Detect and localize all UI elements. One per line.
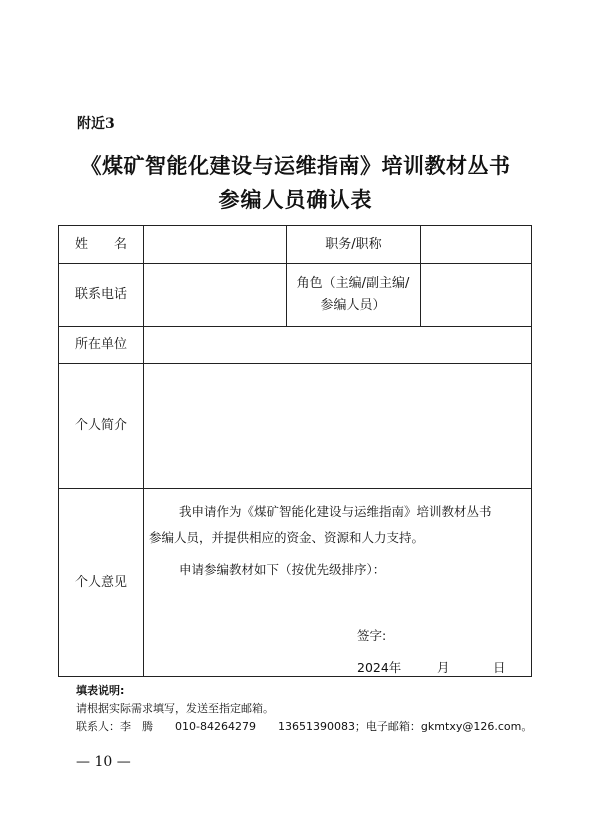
role-label: 角色（主编/副主编/参编人员） bbox=[296, 276, 410, 313]
date-day: 日 bbox=[493, 660, 506, 675]
unit-field[interactable] bbox=[144, 327, 531, 363]
document-subtitle: 参编人员确认表 bbox=[218, 187, 373, 212]
unit-label: 所在单位 bbox=[74, 337, 127, 352]
name-field[interactable] bbox=[144, 226, 286, 263]
date-month: 月 bbox=[437, 660, 450, 675]
confirmation-form-table bbox=[58, 225, 532, 677]
textbook-request-line: 申请参编教材如下（按优先级排序）： bbox=[179, 562, 386, 577]
phone-field[interactable] bbox=[144, 264, 286, 326]
attachment-label: 附近3 bbox=[77, 116, 115, 132]
bio-label: 个人简介 bbox=[74, 418, 127, 433]
page-number: — 10 — bbox=[76, 754, 131, 770]
signature-label: 签字: bbox=[357, 628, 387, 643]
position-field[interactable] bbox=[421, 226, 531, 263]
phone-label: 联系电话 bbox=[74, 287, 127, 302]
name-label: 姓 名 bbox=[74, 236, 127, 252]
bio-field[interactable] bbox=[144, 364, 531, 488]
instructions-heading: 填表说明: bbox=[76, 684, 125, 697]
instructions-line: 请根据实际需求填写，发送至指定邮箱。 bbox=[76, 702, 274, 715]
contact-line: 联系人：李 腾 010-84264279 13651390083；电子邮箱：gkmtxy@126.com。 bbox=[76, 720, 533, 733]
position-label: 职务/职称 bbox=[325, 236, 382, 252]
opinion-statement-line1: 我申请作为《煤矿智能化建设与运维指南》培训教材丛书 bbox=[179, 504, 492, 519]
opinion-statement-line2: 参编人员，并提供相应的资金、资源和人力支持。 bbox=[149, 530, 425, 545]
role-field[interactable] bbox=[421, 264, 531, 326]
filling-instructions bbox=[76, 682, 532, 736]
document-title: 《煤矿智能化建设与运维指南》培训教材丛书 bbox=[80, 153, 511, 178]
opinion-label: 个人意见 bbox=[74, 574, 127, 590]
date-year: 2024年 bbox=[357, 660, 402, 675]
